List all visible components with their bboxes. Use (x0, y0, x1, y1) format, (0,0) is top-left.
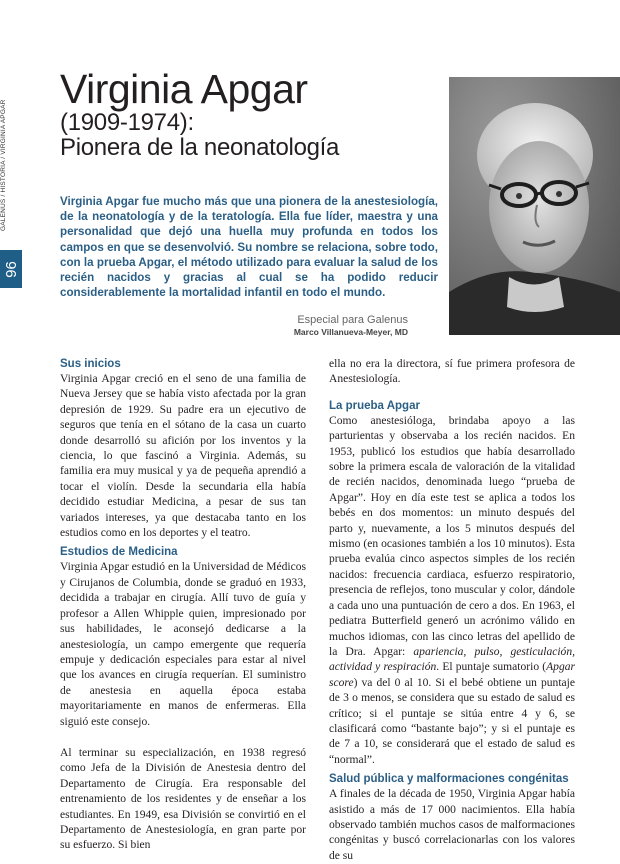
prueba-acronym: apariencia, pulso, gesticulación, actividad y respiración (329, 645, 575, 674)
right-column (329, 357, 575, 864)
heading-estudios: Estudios de Medicina (60, 546, 178, 559)
paragraph-salud-publica: A finales de la década de 1950, Virginia Apgar había asistido a más de 17 000 nacimientos. Ella había observado también muchos casos de malformaciones congénitas y buscó correlacionarlas con los valores de su (329, 788, 575, 862)
page-number (0, 250, 22, 288)
article-title-block (60, 68, 440, 160)
heading-salud-publica: Salud pública y malformaciones congénitas (329, 773, 569, 786)
article-subtitle: Pionera de la neonatología (60, 134, 340, 161)
paragraph-continuation: ella no era la directora, sí fue primera profesora de Anestesiología. (329, 358, 575, 386)
page-number-text: 96 (2, 260, 20, 278)
left-column (60, 357, 306, 854)
heading-prueba-apgar: La prueba Apgar (329, 399, 420, 412)
article-title: Virginia Apgar (60, 66, 308, 112)
prueba-text-a: Como anestesióloga, brindaba apoyo a las parturientas y observaba a los recién nacidos. En 1953, publicó los estudios que había desarrollado sobre la primera escala de valoración de la vitalidad de recién nacidos, denominada luego “prueba de Apgar”. Hoy en día este test se aplica a todos los bebés en dos momentos: un minuto después del parto y, nuevamente, a los 5 minutos después del mismo (en ocasiones también a los 10 minutos). Esta prueba evalúa cinco aspectos simples de los recién nacidos: frecuencia cardiaca, esfuerzo respiratorio, presencia de reflejos, tono muscular y color, dándole a cada uno una puntuación de cero a dos. En 1963, el pediatra Butterfield generó un acrónimo válido en muchos idiomas, con las cinco letras del apellido de la Dra. Apgar: (329, 414, 575, 658)
paragraph-estudios: Virginia Apgar estudió en la Universidad de Médicos y Cirujanos de Columbia, donde se graduó en 1933, decidida a trabajar en cirugía. Allí tuvo de guía y profesor a Allen Whipple quien, impresionado por sus habilidades, le aconsejó dedicarse a la anestesiología, un campo emergente que requería empuje y dedicación especiales para estar al nivel que los avances en cirugía requerían. El suministro de anestesia en aquella época estaba mayoritariamente en manos de enfermeras. Ella siguió este consejo. (60, 561, 306, 728)
paragraph-inicios: Virginia Apgar creció en el seno de una familia de Nueva Jersey que se había visto afectada por la gran depresión de 1929. Su padre era un ejecutivo de seguros que tenía en el sótano de la casa un cuarto donde desarrolló su afición por los inventos y la ciencia, lo que fascinó a Virginia. Además, su familia era muy musical y ya de pequeña aprendió a tocar el violín. Desde la secundaria ella había decidido estudiar Medicina, a pesar de sus tan variados intereses, ya que destacaba tanto en los estudios como en los deportes y el teatro. (60, 373, 306, 540)
article-years: (1909-1974): (60, 109, 194, 136)
portrait-photo (449, 77, 620, 335)
byline-special: Especial para Galenus (297, 314, 408, 326)
prueba-text-c: ) va del 0 al 10. Si el bebé obtiene un puntaje de 3 o menos, se considera que su estado de salud es crítico; si el puntaje se sitúa entre 4 y 6, se clasificará como “bastante bajo”; y si el puntaje es de 7 a 10, se considerará que el estado de salud es “normal”. (329, 676, 575, 766)
byline (294, 314, 408, 338)
paragraph-especializacion: Al terminar su especialización, en 1938 regresó como Jefa de la División de Anestesia dentro del Departamento de Cirugía. Era responsable del entrenamiento de los residentes y de enseñar a los estudiantes. En 1949, esa División se convirtió en el Departamento de Anestesiología, en gran parte por su esfuerzo. Si bien (60, 746, 306, 852)
prueba-score-term: Apgar score (329, 661, 575, 689)
section-label: GALENUS / HISTORIA / VIRGINIA APGAR (0, 100, 7, 232)
prueba-text-b: . El puntaje sumatorio ( (436, 661, 547, 674)
byline-author: Marco Villanueva-Meyer, MD (293, 327, 408, 337)
portrait-illustration (449, 77, 620, 335)
heading-sus-inicios: Sus inicios (60, 358, 121, 370)
paragraph-prueba-apgar (329, 414, 575, 768)
lead-paragraph: Virginia Apgar fue mucho más que una pionera de la anestesiología, de la neonatología y de la teratología. Ella fue líder, maestra y una personalidad que dejó una huella muy profunda en todos los campos en que se desenvolvió. Su nombre se relaciona, sobre todo, con la prueba Apgar, el método utilizado para evaluar la salud de los recién nacidos y gracias al cual se ha podido reducir considerablemente la mortalidad infantil en todo el mundo. (60, 195, 438, 300)
